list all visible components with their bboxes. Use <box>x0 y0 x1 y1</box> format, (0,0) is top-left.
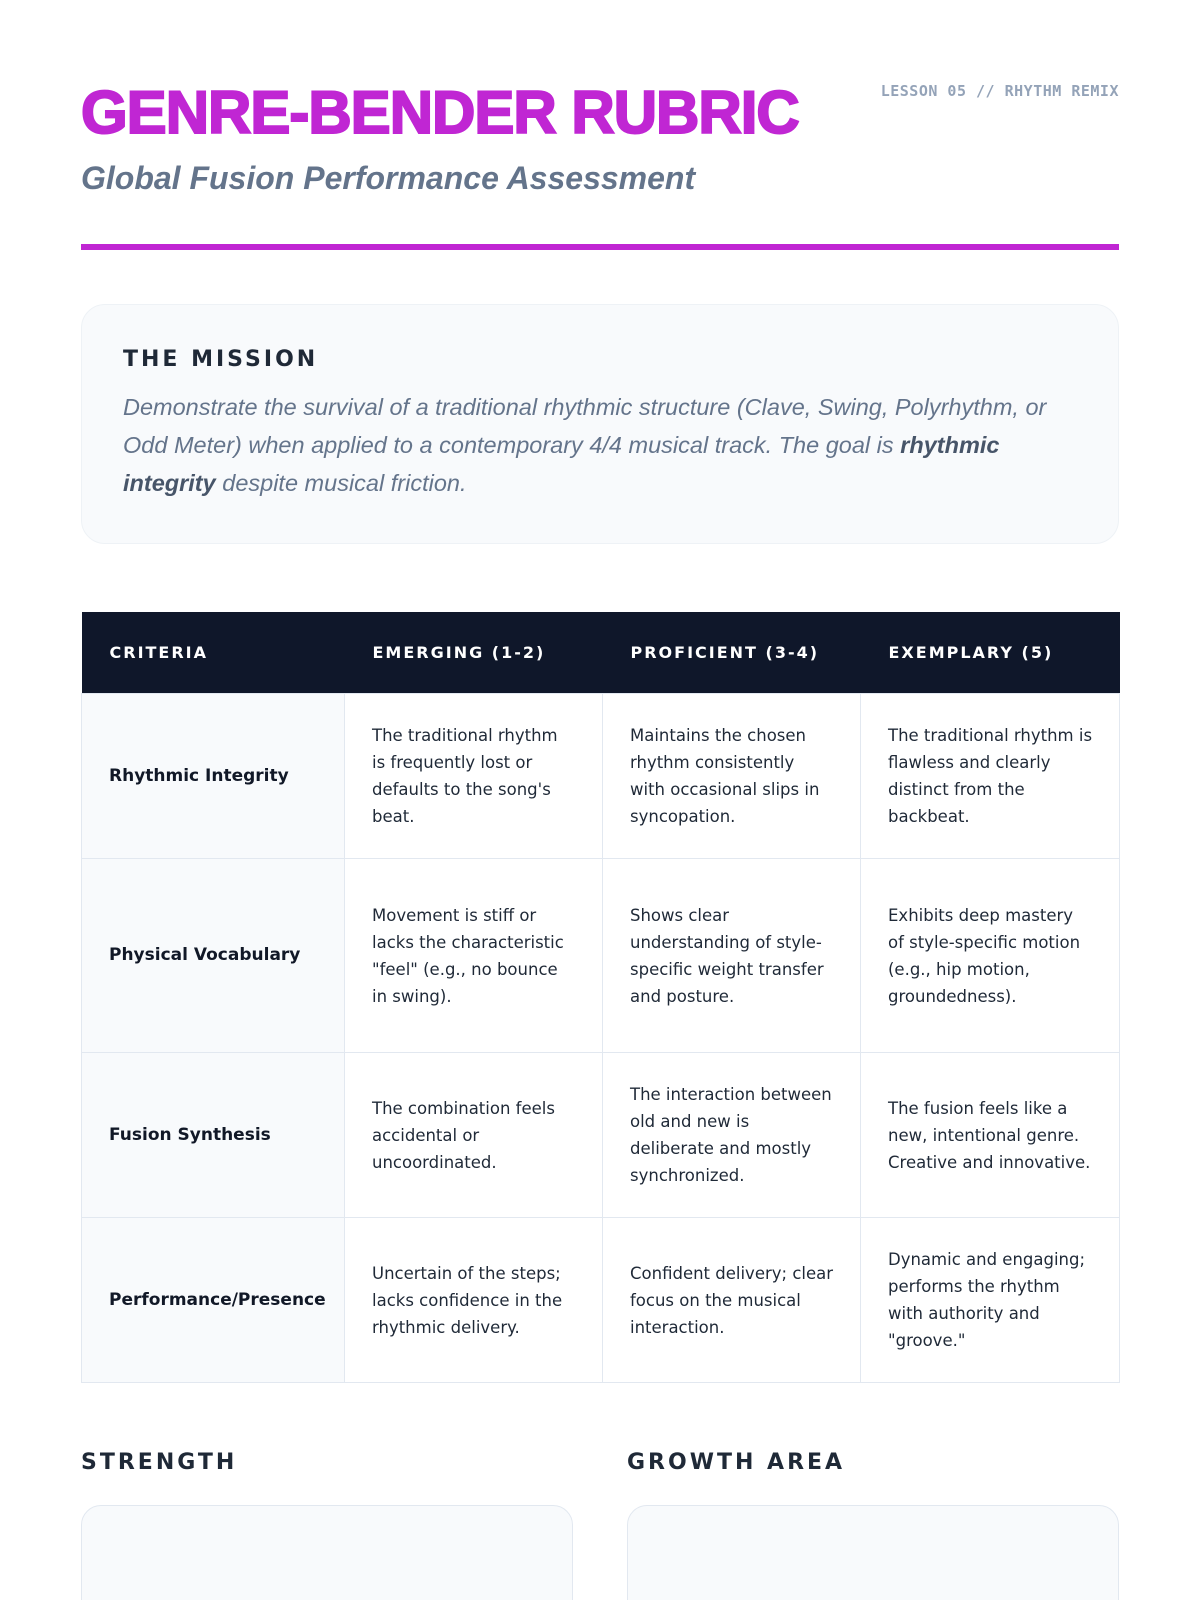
emerging-cell: Uncertain of the steps; lacks confidence in the rhythmic delivery. <box>345 1218 603 1383</box>
table-row <box>82 694 1120 859</box>
growth-area-input-box[interactable] <box>627 1505 1119 1600</box>
proficient-cell: Shows clear understanding of style-specific weight transfer and posture. <box>603 859 861 1053</box>
table-row <box>82 859 1120 1053</box>
mission-text-start: Demonstrate the survival of a traditional rhythmic structure (Clave, Swing, Polyrhythm, or Odd Meter) when applied to a contemporary 4/4 musical track. The goal is <box>123 394 1047 458</box>
growth-area-section <box>627 1450 1119 1600</box>
page-header <box>81 0 1119 250</box>
feedback-section <box>81 1450 1119 1600</box>
criteria-cell: Fusion Synthesis <box>82 1053 345 1218</box>
mission-text <box>123 388 1078 502</box>
proficient-cell: The interaction between old and new is deliberate and mostly synchronized. <box>603 1053 861 1218</box>
criteria-cell: Performance/Presence <box>82 1218 345 1383</box>
column-header-proficient: PROFICIENT (3-4) <box>603 612 861 694</box>
exemplary-cell: The fusion feels like a new, intentional genre. Creative and innovative. <box>861 1053 1120 1218</box>
page-subtitle: Global Fusion Performance Assessment <box>81 160 696 196</box>
table-row <box>82 1218 1120 1383</box>
growth-area-heading: GROWTH AREA <box>627 1450 846 1475</box>
mission-box <box>81 304 1119 544</box>
criteria-cell: Rhythmic Integrity <box>82 694 345 859</box>
exemplary-cell: Dynamic and engaging; performs the rhythm with authority and "groove." <box>861 1218 1120 1383</box>
mission-heading: THE MISSION <box>123 347 319 372</box>
rubric-table <box>81 612 1120 1383</box>
table-row <box>82 1053 1120 1218</box>
emerging-cell: Movement is stiff or lacks the characteristic "feel" (e.g., no bounce in swing). <box>345 859 603 1053</box>
strength-section <box>81 1450 573 1600</box>
strength-heading: STRENGTH <box>81 1450 238 1475</box>
lesson-tag: LESSON 05 // RHYTHM REMIX <box>880 82 1119 100</box>
column-header-emerging: EMERGING (1-2) <box>345 612 603 694</box>
column-header-criteria: CRITERIA <box>82 612 345 694</box>
emerging-cell: The combination feels accidental or uncoordinated. <box>345 1053 603 1218</box>
page-title: GENRE-BENDER RUBRIC <box>81 79 799 146</box>
rubric-header-row <box>82 612 1120 694</box>
exemplary-cell: Exhibits deep mastery of style-specific motion (e.g., hip motion, groundedness). <box>861 859 1120 1053</box>
emerging-cell: The traditional rhythm is frequently lost or defaults to the song's beat. <box>345 694 603 859</box>
strength-input-box[interactable] <box>81 1505 573 1600</box>
mission-text-end: despite musical friction. <box>215 470 467 496</box>
column-header-exemplary: EXEMPLARY (5) <box>861 612 1120 694</box>
criteria-cell: Physical Vocabulary <box>82 859 345 1053</box>
proficient-cell: Maintains the chosen rhythm consistently with occasional slips in syncopation. <box>603 694 861 859</box>
proficient-cell: Confident delivery; clear focus on the musical interaction. <box>603 1218 861 1383</box>
mission-text-emphasis: rhythmic integrity <box>123 432 1000 496</box>
exemplary-cell: The traditional rhythm is flawless and clearly distinct from the backbeat. <box>861 694 1120 859</box>
header-divider <box>81 244 1119 250</box>
